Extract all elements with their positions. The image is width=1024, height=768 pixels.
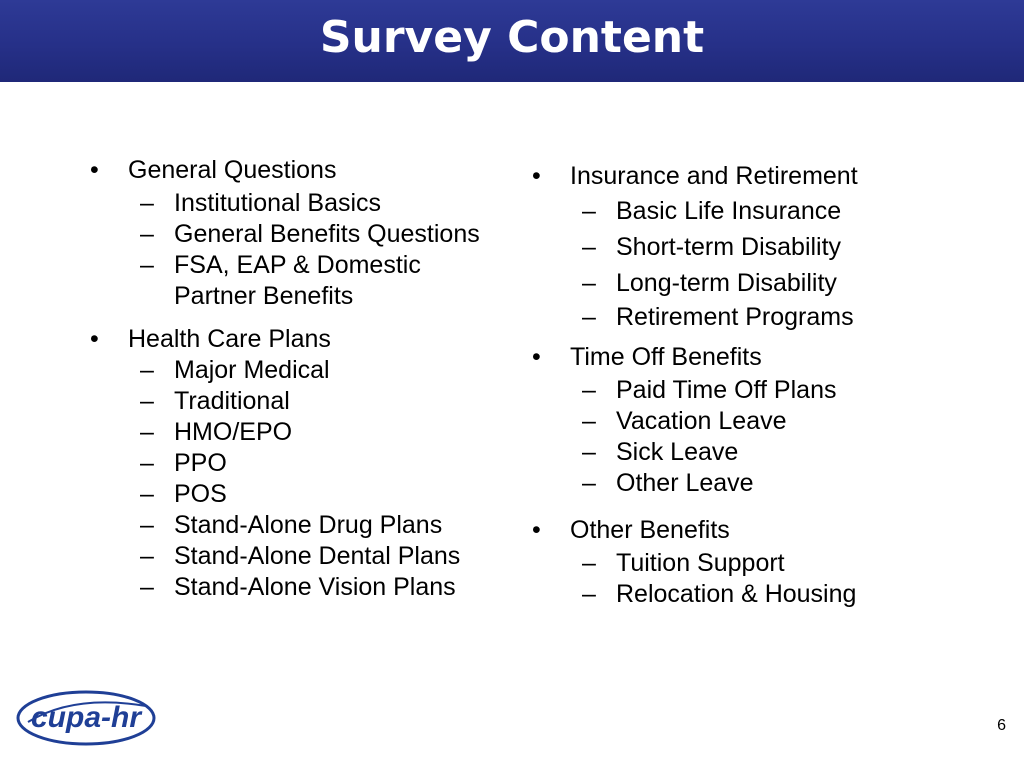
list-item: – Sick Leave [570, 437, 1002, 468]
section-label: • General Questions [128, 156, 337, 184]
section-other-benefits [532, 515, 1002, 610]
section-insurance-retirement [532, 161, 1002, 334]
list-item: – Relocation & Housing [570, 579, 1002, 610]
section-label: • Insurance and Retirement [570, 162, 858, 190]
section-label: • Other Benefits [570, 516, 730, 544]
list-item: – Paid Time Off Plans [570, 375, 1002, 406]
list-item: – General Benefits Questions [128, 219, 530, 250]
logo-text: cupa-hr [30, 701, 142, 734]
list-item: – HMO/EPO [128, 417, 530, 448]
sub-list [570, 548, 1002, 610]
sub-list [570, 194, 1002, 334]
left-column [90, 155, 530, 615]
list-item: – Traditional [128, 386, 530, 417]
list-item: – Retirement Programs [570, 300, 1002, 334]
right-column [532, 161, 1002, 618]
cupa-hr-logo [14, 688, 159, 748]
sub-list [570, 375, 1002, 499]
section-label: • Health Care Plans [128, 325, 331, 353]
list-item: – Vacation Leave [570, 406, 1002, 437]
list-item: – Basic Life Insurance [570, 194, 1002, 228]
list-item: – Institutional Basics [128, 188, 530, 219]
sub-list [128, 188, 530, 312]
list-item: – PPO [128, 448, 530, 479]
list-item: – Tuition Support [570, 548, 1002, 579]
list-item: – POS [128, 479, 530, 510]
sub-list [128, 355, 530, 603]
section-time-off [532, 342, 1002, 499]
list-item: – Short-term Disability [570, 228, 1002, 266]
list-item: – Stand-Alone Vision Plans [128, 572, 530, 603]
slide-title: Survey Content [319, 12, 705, 63]
list-item: – Other Leave [570, 468, 1002, 499]
list-item: – Stand-Alone Dental Plans [128, 541, 530, 572]
section-health-care-plans [90, 324, 530, 603]
list-item: – FSA, EAP & Domestic Partner Benefits [128, 250, 434, 312]
page-number: 6 [997, 717, 1006, 734]
section-label: • Time Off Benefits [570, 343, 762, 371]
list-item: – Long-term Disability [570, 266, 1002, 300]
logo-icon [14, 688, 159, 748]
list-item: – Major Medical [128, 355, 530, 386]
list-item: – Stand-Alone Drug Plans [128, 510, 530, 541]
section-general-questions [90, 155, 530, 312]
